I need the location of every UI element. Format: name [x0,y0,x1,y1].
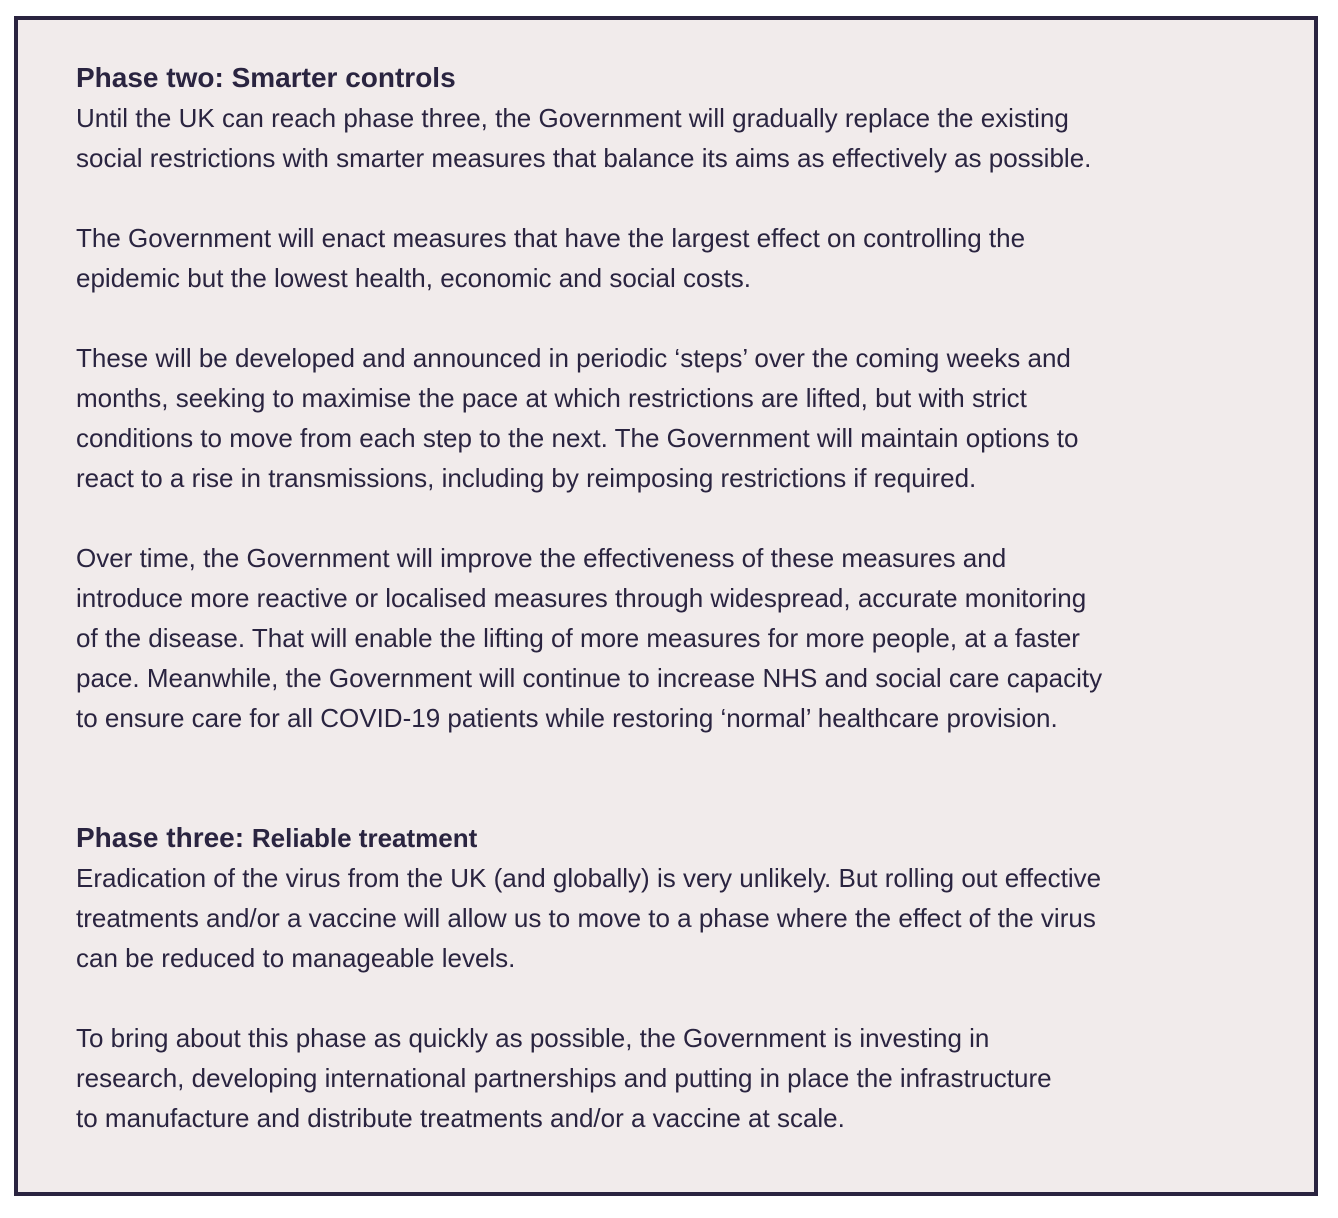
phase-two-paragraph-4 [76,538,1296,738]
text-line: epidemic but the lowest health, economic and social costs. [76,263,751,293]
text-line: conditions to move from each step to the next. The Government will maintain options to [76,423,1079,453]
text-line: The Government will enact measures that have the largest effect on controlling the [76,223,1026,253]
phase-two-paragraph-1 [76,98,1296,178]
phase-three-heading [76,818,1296,858]
text-line: These will be developed and announced in periodic ‘steps’ over the coming weeks and [76,343,1071,373]
phase-two-section [76,58,1296,738]
phase-two-paragraph-2 [76,218,1296,298]
text-line: react to a rise in transmissions, including by reimposing restrictions if required. [76,463,977,493]
text-line: to ensure care for all COVID-19 patients while restoring ‘normal’ healthcare provision. [76,703,1058,733]
text-line: treatments and/or a vaccine will allow us to move to a phase where the effect of the virus [76,903,1096,933]
text-line: can be reduced to manageable levels. [76,943,516,973]
info-box [14,16,1318,1196]
phase-three-paragraph-1 [76,858,1296,978]
info-box-content [76,58,1296,1178]
text-line: social restrictions with smarter measures that balance its aims as effectively as possible. [76,143,1092,173]
text-line: Over time, the Government will improve the effectiveness of these measures and [76,543,1007,573]
phase-three-section [76,818,1296,1138]
phase-three-heading-main: Phase three: [76,822,252,853]
text-line: To bring about this phase as quickly as possible, the Government is investing in [76,1023,990,1053]
text-line: research, developing international partnerships and putting in place the infrastructure [76,1063,1052,1093]
text-line: of the disease. That will enable the lifting of more measures for more people, at a faster [76,623,1080,653]
phase-three-heading-sub: Reliable treatment [251,823,478,853]
text-line: Eradication of the virus from the UK (and globally) is very unlikely. But rolling out effective [76,863,1102,893]
phase-two-paragraph-3 [76,338,1296,498]
text-line: Until the UK can reach phase three, the Government will gradually replace the existing [76,103,1069,133]
phase-three-paragraph-2 [76,1018,1296,1138]
text-line: introduce more reactive or localised measures through widespread, accurate monitoring [76,583,1087,613]
text-line: pace. Meanwhile, the Government will continue to increase NHS and social care capacity [76,663,1103,693]
section-spacer [76,778,1296,818]
phase-two-heading: Phase two: Smarter controls [76,62,456,93]
text-line: months, seeking to maximise the pace at which restrictions are lifted, but with strict [76,383,1027,413]
text-line: to manufacture and distribute treatments and/or a vaccine at scale. [76,1103,845,1133]
